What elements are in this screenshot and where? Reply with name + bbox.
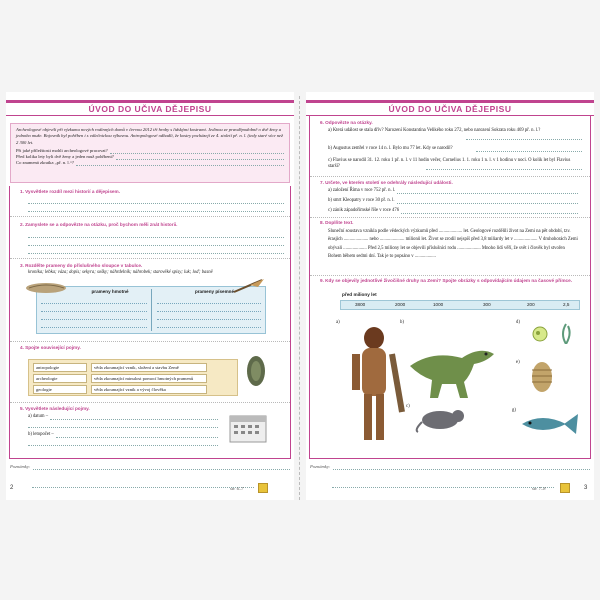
picture-label: c) xyxy=(406,404,410,409)
answer-line[interactable] xyxy=(28,248,284,254)
task-5: 5. Vysvětlete následující pojmy. xyxy=(20,406,90,411)
picture-label: a) xyxy=(336,320,340,325)
timeline[interactable] xyxy=(340,300,580,310)
concepts-box xyxy=(28,359,238,396)
fish-icon xyxy=(518,410,582,438)
timeline-tick: 2000 xyxy=(395,302,406,307)
answer-line[interactable] xyxy=(28,198,284,204)
spine xyxy=(299,96,300,500)
caveman-icon xyxy=(346,324,406,454)
bacteria-icon xyxy=(530,324,550,344)
intro-text: Archeologové objevili při výzkumu nových rodinných domů v červnu 2012 tři hroby s lidskými kostrami. Jedinou ze pravděpodobně o dvě ženy a jednoho muže. Bojovník byl pohřben i s válečnickou výbavou. Antropologové odhadli, že kostry pocházejí ze 4. století př. n. l. (tedy staré více než 2 300 let. xyxy=(16,127,283,145)
column-written: prameny písemné xyxy=(194,289,235,294)
intro-box xyxy=(10,123,290,183)
task-7: 7. Určete, ve kterém století se odehrály následující události. xyxy=(320,180,453,185)
concept-row: archeologie věda zkoumající minulost pomocí hmotných pramenů xyxy=(33,374,207,383)
fill-in-text[interactable]: Sluneční soustava vznikla podle vědeckých výzkumů před .................... let. Geologové rozdělili život na Zemi na pět období, tzv. ěrasjich ..................... nebo ..................... milionů let. Život se zrodil nejspíš před 3,8 miliardy let v .................... V druhohorách Zemi obývali .................... Před 2,5 miliony let se objevili příslušníci rodu .................... Mnoho lidí věří, že svět i člověk byl stvořen Bohem během sedmi dní. Tak je to popsáno v .................. xyxy=(328,229,578,260)
question-7b: b) smrt Kleopatry v roce 30 př. n. l. xyxy=(328,198,578,204)
intro-q2: Před kolika lety byli dvě ženy a jeden muž pohřbeni? xyxy=(16,154,284,160)
picture-label: e) xyxy=(516,360,520,365)
page-title: ÚVOD DO UČIVA DĚJEPISU xyxy=(306,102,594,116)
timeline-caption: před miliony let xyxy=(342,292,377,297)
picture-label: g) xyxy=(512,408,516,413)
intro-q3: Co znamená zkratka „př. n. l.“? xyxy=(16,160,284,166)
stone-axe-icon xyxy=(244,354,268,388)
timeline-tick: 1000 xyxy=(433,302,444,307)
right-page xyxy=(306,92,594,500)
term-year: b) letopočet – xyxy=(28,432,218,438)
page-number: 2 xyxy=(10,485,14,491)
picture-label: d) xyxy=(516,320,520,325)
quill-pen-icon xyxy=(232,278,266,294)
page-title: ÚVOD DO UČIVA DĚJEPISU xyxy=(6,102,294,116)
book-icon xyxy=(258,483,268,493)
timeline-tick: 200 xyxy=(527,302,535,307)
dinosaur-icon xyxy=(402,332,502,402)
question-6c: c) Flavius se narodil 31. 12. roku 1 př. n. l. v 11 hodin večer, Cornelius 1. 1. roku 1 n. l. v 1 hodinu v noci. O kolik let byl Flavius starší? xyxy=(328,158,571,169)
page-number: 3 xyxy=(584,485,588,491)
notes-line: Poznámky: xyxy=(10,464,290,470)
answer-line[interactable] xyxy=(28,240,284,246)
concept-row: antropologie věda zkoumající vznik, složení a stavbu Země xyxy=(33,363,207,372)
notes-line: Poznámky: xyxy=(310,464,590,470)
seaweed-icon xyxy=(556,322,576,344)
question-6b: b) Augustus zemřel v roce 14 n. l. Bylo mu 77 let. Kdy se narodil? xyxy=(328,146,453,151)
task-2: 2. Zamyslete se a odpovězte na otázku, proč bychom měli znát historii. xyxy=(20,222,178,227)
page-reference: str. 7–8 xyxy=(532,486,546,491)
page-reference: str. 6–7 xyxy=(230,486,244,491)
timeline-tick: 300 xyxy=(483,302,491,307)
picture-label: b) xyxy=(400,320,404,325)
question-6a: a) Která událost se stala dřív? Narození Konstantina Velikého roku 272, nebo narození Sokrata roku 469 př. n. l.? xyxy=(328,128,541,133)
task-1: 1. Vysvětlete rozdíl mezi historií a dějepisem. xyxy=(20,189,121,194)
intro-q1: Při jaké příležitosti mohli archeologové pracovat? xyxy=(16,148,284,154)
trilobite-icon xyxy=(528,360,556,394)
task-4: 4. Spojte související pojmy. xyxy=(20,345,81,350)
question-7c: c) zánik západořímské říše v roce 476 xyxy=(328,208,578,214)
task-8: 8. Doplňte text. xyxy=(320,220,354,225)
answer-line[interactable] xyxy=(28,206,284,212)
question-7a: a) založení Říma v roce 752 př. n. l. xyxy=(328,188,578,194)
answer-line[interactable] xyxy=(28,232,284,238)
timeline-tick: 3800 xyxy=(355,302,366,307)
task-6: 6. Odpovězte na otázky. xyxy=(320,120,373,125)
timeline-tick: 2,5 xyxy=(563,302,570,307)
calendar-icon xyxy=(228,410,270,444)
left-page xyxy=(6,92,294,500)
concept-row: geologie věda zkoumající vznik a vývoj člověka xyxy=(33,385,207,394)
task-9: 9. Kdy se objevily jednotlivé živočišné druhy na Zemi? Spojte obrázky s odpovídajícím údajem na časové přímce. xyxy=(320,278,573,283)
sources-list: kronika; lebka; váza; dopis; sekyra; sošky; náhrdelník; náhrobek; starověké spisy; luk; loď; basně xyxy=(28,270,213,275)
rodent-icon xyxy=(414,404,474,434)
book-icon xyxy=(560,483,570,493)
column-material: prameny hmotné xyxy=(91,289,129,294)
task-3: 3. Rozdělte prameny do příslušného sloupce v tabulce. xyxy=(20,263,143,268)
term-date: a) datum – xyxy=(28,414,218,420)
fossil-icon xyxy=(24,280,68,294)
